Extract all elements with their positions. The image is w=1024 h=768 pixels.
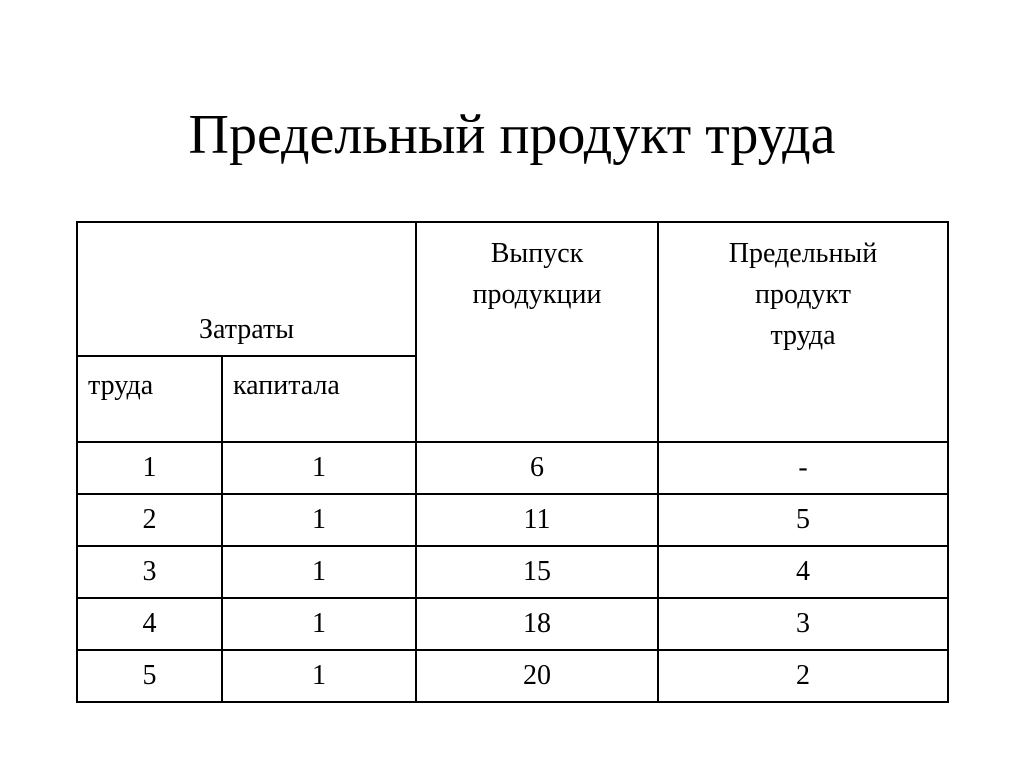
header-costs xyxy=(77,222,416,356)
table-header-row xyxy=(77,222,948,356)
cell-capital: 1 xyxy=(222,546,416,598)
header-labor: труда xyxy=(77,356,222,442)
header-output-line2: продукции xyxy=(472,279,602,310)
header-capital: капитала xyxy=(222,356,416,442)
table-row xyxy=(77,650,948,702)
cell-capital: 1 xyxy=(222,650,416,702)
cell-output: 18 xyxy=(416,598,658,650)
header-mp-line3: труда xyxy=(770,320,836,351)
cell-labor: 5 xyxy=(77,650,222,702)
cell-labor: 1 xyxy=(77,442,222,494)
cell-output: 6 xyxy=(416,442,658,494)
cell-capital: 1 xyxy=(222,494,416,546)
cell-marginal-product: - xyxy=(658,442,948,494)
slide-title: Предельный продукт труда xyxy=(188,104,836,166)
cell-marginal-product: 3 xyxy=(658,598,948,650)
cell-labor: 2 xyxy=(77,494,222,546)
cell-marginal-product: 2 xyxy=(658,650,948,702)
header-costs-label: Затраты xyxy=(198,314,295,345)
cell-capital: 1 xyxy=(222,598,416,650)
header-mp-line1: Предельный xyxy=(728,238,878,269)
header-output xyxy=(416,222,658,442)
table-row xyxy=(77,546,948,598)
table-row xyxy=(77,442,948,494)
table-row xyxy=(77,598,948,650)
table-row xyxy=(77,494,948,546)
cell-output: 11 xyxy=(416,494,658,546)
header-mp-line2: продукт xyxy=(755,279,851,310)
cell-marginal-product: 4 xyxy=(658,546,948,598)
cell-labor: 3 xyxy=(77,546,222,598)
marginal-product-table xyxy=(76,221,949,703)
cell-marginal-product: 5 xyxy=(658,494,948,546)
cell-labor: 4 xyxy=(77,598,222,650)
cell-capital: 1 xyxy=(222,442,416,494)
cell-output: 20 xyxy=(416,650,658,702)
header-marginal-product xyxy=(658,222,948,442)
cell-output: 15 xyxy=(416,546,658,598)
header-output-line1: Выпуск xyxy=(490,238,584,269)
